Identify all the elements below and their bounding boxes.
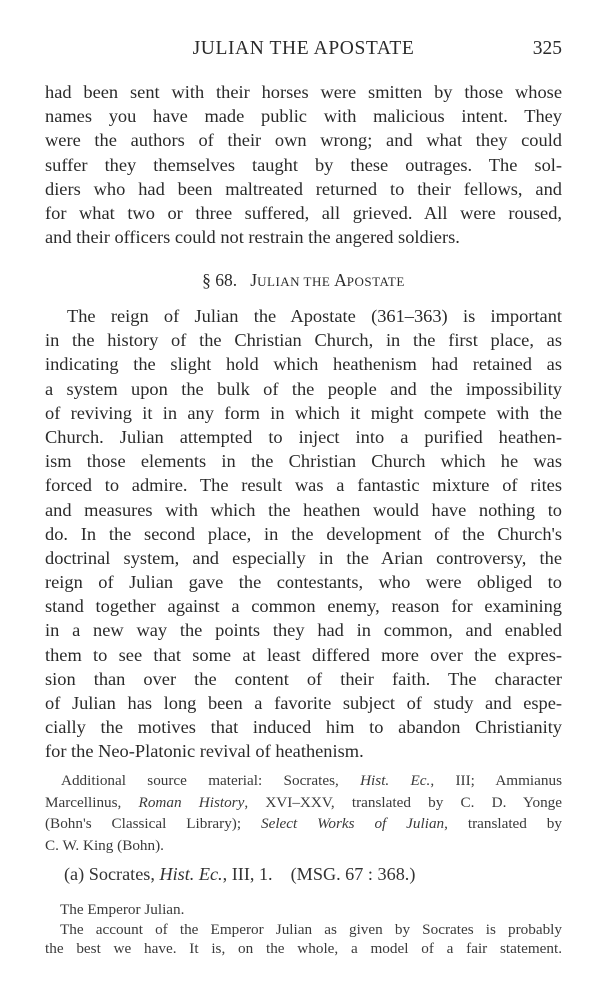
running-head <box>45 38 562 62</box>
text-line: C. W. King (Bohn). <box>45 836 164 854</box>
main-paragraph <box>45 304 562 764</box>
text-line: do. In the second place, in the development of the Church's <box>45 523 562 544</box>
source-work: Hist. Ec. <box>159 864 223 884</box>
text-line: had been sent with their horses were smitten by those whose <box>45 82 562 102</box>
text-line: and measures with which the heathen would have nothing to <box>45 499 562 520</box>
source-label: (a) <box>64 864 85 884</box>
text-line: names you have made public with malicious intent. They <box>45 106 562 127</box>
running-title: JULIAN THE APOSTATE <box>192 38 415 59</box>
migne-reference: (MSG. 67 : 368.) <box>290 864 416 884</box>
section-title-initial: A <box>334 270 347 290</box>
text-line: forced to admire. The result was a fantastic mixture of rites <box>45 475 562 496</box>
text-line: reign of Julian gave the contestants, who were obliged to <box>45 572 562 593</box>
text-line <box>45 770 562 792</box>
work-title: Roman History <box>138 793 245 811</box>
section-title-part: POSTATE <box>346 274 405 289</box>
text-line: were the authors of their own wrong; and what they could <box>45 130 562 151</box>
text-line: indicating the slight hold which heathenism had retained as <box>45 354 562 375</box>
source-reference: , III, 1. <box>222 864 273 884</box>
text-line: for the Neo-Platonic revival of heathenism. <box>45 741 364 762</box>
text-line <box>45 813 562 835</box>
source-heading <box>64 864 415 885</box>
text-run: Additional source material: Socrates, <box>61 772 361 789</box>
text-line: The reign of Julian the Apostate (361–363) is important <box>67 306 562 326</box>
text-run: , XVI–XXV, translated by C. D. Yonge <box>244 793 562 811</box>
text-line: ism those elements in the Christian Church which he was <box>45 451 562 472</box>
text-run: , III; Ammianus <box>430 772 562 789</box>
text-line: the best we have. It is, on the whole, a model of a fair statement. <box>45 940 562 957</box>
source-author: Socrates, <box>88 864 155 884</box>
text-line: of reviving it in any form in which it might compete with the <box>45 402 562 423</box>
text-line: doctrinal system, and especially in the Arian controversy, the <box>45 547 562 568</box>
page-number: 325 <box>532 38 562 59</box>
text-line: of Julian has long been a favorite subject of study and espe- <box>45 693 562 713</box>
work-title: Hist. Ec. <box>360 772 431 789</box>
section-title-part: ULIAN THE <box>257 274 335 289</box>
continued-paragraph <box>45 80 562 249</box>
text-line: suffer they themselves taught by these outrages. The sol- <box>45 154 562 175</box>
additional-sources-note <box>45 770 562 856</box>
text-line: The account of the Emperor Julian as given by Socrates is probably <box>60 920 562 938</box>
text-line: sion than over the content of their faith. The character <box>45 668 562 689</box>
text-line: for what two or three suffered, all grieved. All were roused, <box>45 202 562 223</box>
text-line: a system upon the bulk of the people and the impossibility <box>45 378 562 399</box>
text-line: stand together against a common enemy, reason for examining <box>45 596 562 617</box>
section-number: § 68. <box>202 270 238 290</box>
section-heading <box>45 270 562 291</box>
text-run: Marcellinus, <box>45 793 139 811</box>
text-line: in the history of the Christian Church, in the first place, as <box>45 330 562 351</box>
text-line: them to see that some at least differed more over the expres- <box>45 644 562 665</box>
excerpt-title: The Emperor Julian. <box>60 901 185 918</box>
text-line: and their officers could not restrain the angered soldiers. <box>45 227 460 248</box>
text-run: , translated by <box>444 815 562 832</box>
text-line: in a new way the points they had in common, and enabled <box>45 620 562 641</box>
text-run: (Bohn's Classical Library); <box>45 815 261 832</box>
text-line <box>45 792 562 814</box>
text-line: Church. Julian attempted to inject into a purified heathen- <box>45 426 562 447</box>
section-title-initial: J <box>250 270 258 290</box>
work-title: Select Works of Julian <box>260 815 445 832</box>
excerpt <box>45 900 562 959</box>
text-line: diers who had been maltreated returned to their fellows, and <box>45 178 562 199</box>
text-line: cially the motives that induced him to abandon Christianity <box>45 717 562 738</box>
